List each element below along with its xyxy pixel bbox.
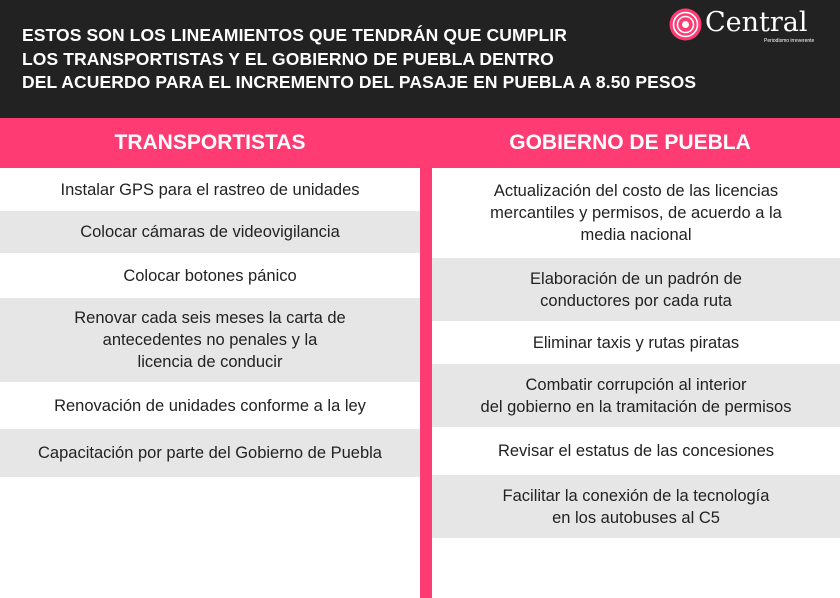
logo-name: Central [705, 7, 808, 38]
list-item [0, 298, 420, 382]
item-text: Renovar cada seis meses la carta de [74, 309, 346, 327]
item-text: Instalar GPS para el rastreo de unidades [60, 180, 360, 199]
item-text: antecedentes no penales y la [102, 331, 318, 349]
headline-line: DEL ACUERDO PARA EL INCREMENTO DEL PASAJE EN PUEBLA A 8.50 PESOS [22, 72, 697, 92]
list-item [432, 168, 840, 258]
item-text: en los autobuses al C5 [552, 508, 720, 527]
column-header-transportistas: TRANSPORTISTAS [0, 118, 420, 168]
item-text: del gobierno en la tramitación de permisos [480, 397, 792, 416]
list-item [0, 429, 420, 477]
item-text: Colocar botones pánico [123, 266, 297, 285]
list-item [432, 258, 840, 321]
item-text: Revisar el estatus de las concesiones [497, 442, 775, 460]
list-item [0, 253, 420, 298]
item-text: Eliminar taxis y rutas piratas [532, 333, 740, 352]
column-header-gobierno: GOBIERNO DE PUEBLA [420, 118, 840, 168]
item-text: Actualización del costo de las licencias [493, 182, 779, 200]
item-text: Combatir corrupción al interior [525, 375, 747, 394]
item-text: Elaboración de un padrón de [530, 269, 742, 288]
central-logo [669, 8, 829, 48]
headline [22, 24, 696, 95]
vinyl-disc-icon [669, 8, 702, 41]
list-item [0, 168, 420, 211]
list-item [432, 321, 840, 364]
list-item [0, 211, 420, 253]
item-text: Facilitar la conexión de la tecnología [502, 486, 770, 505]
item-text: licencia de conducir [137, 353, 283, 371]
list-item [432, 427, 840, 475]
header-banner [0, 0, 840, 118]
column-divider [420, 168, 432, 598]
list-item [432, 475, 840, 538]
item-text: Colocar cámaras de videovigilancia [80, 223, 340, 241]
item-text: Capacitación por parte del Gobierno de Puebla [38, 444, 382, 462]
item-text: conductores por cada ruta [540, 291, 732, 310]
headline-line: ESTOS SON LOS LINEAMIENTOS QUE TENDRÁN QUE CUMPLIR [22, 25, 567, 45]
item-text: Renovación de unidades conforme a la ley [54, 396, 366, 415]
list-item [0, 382, 420, 429]
logo-tagline: Periodismo irreverente [764, 38, 815, 44]
item-text: media nacional [580, 226, 692, 244]
item-text: mercantiles y permisos, de acuerdo a la [490, 204, 782, 222]
list-item [432, 364, 840, 427]
headline-line: LOS TRANSPORTISTAS Y EL GOBIERNO DE PUEBLA DENTRO [22, 48, 554, 69]
